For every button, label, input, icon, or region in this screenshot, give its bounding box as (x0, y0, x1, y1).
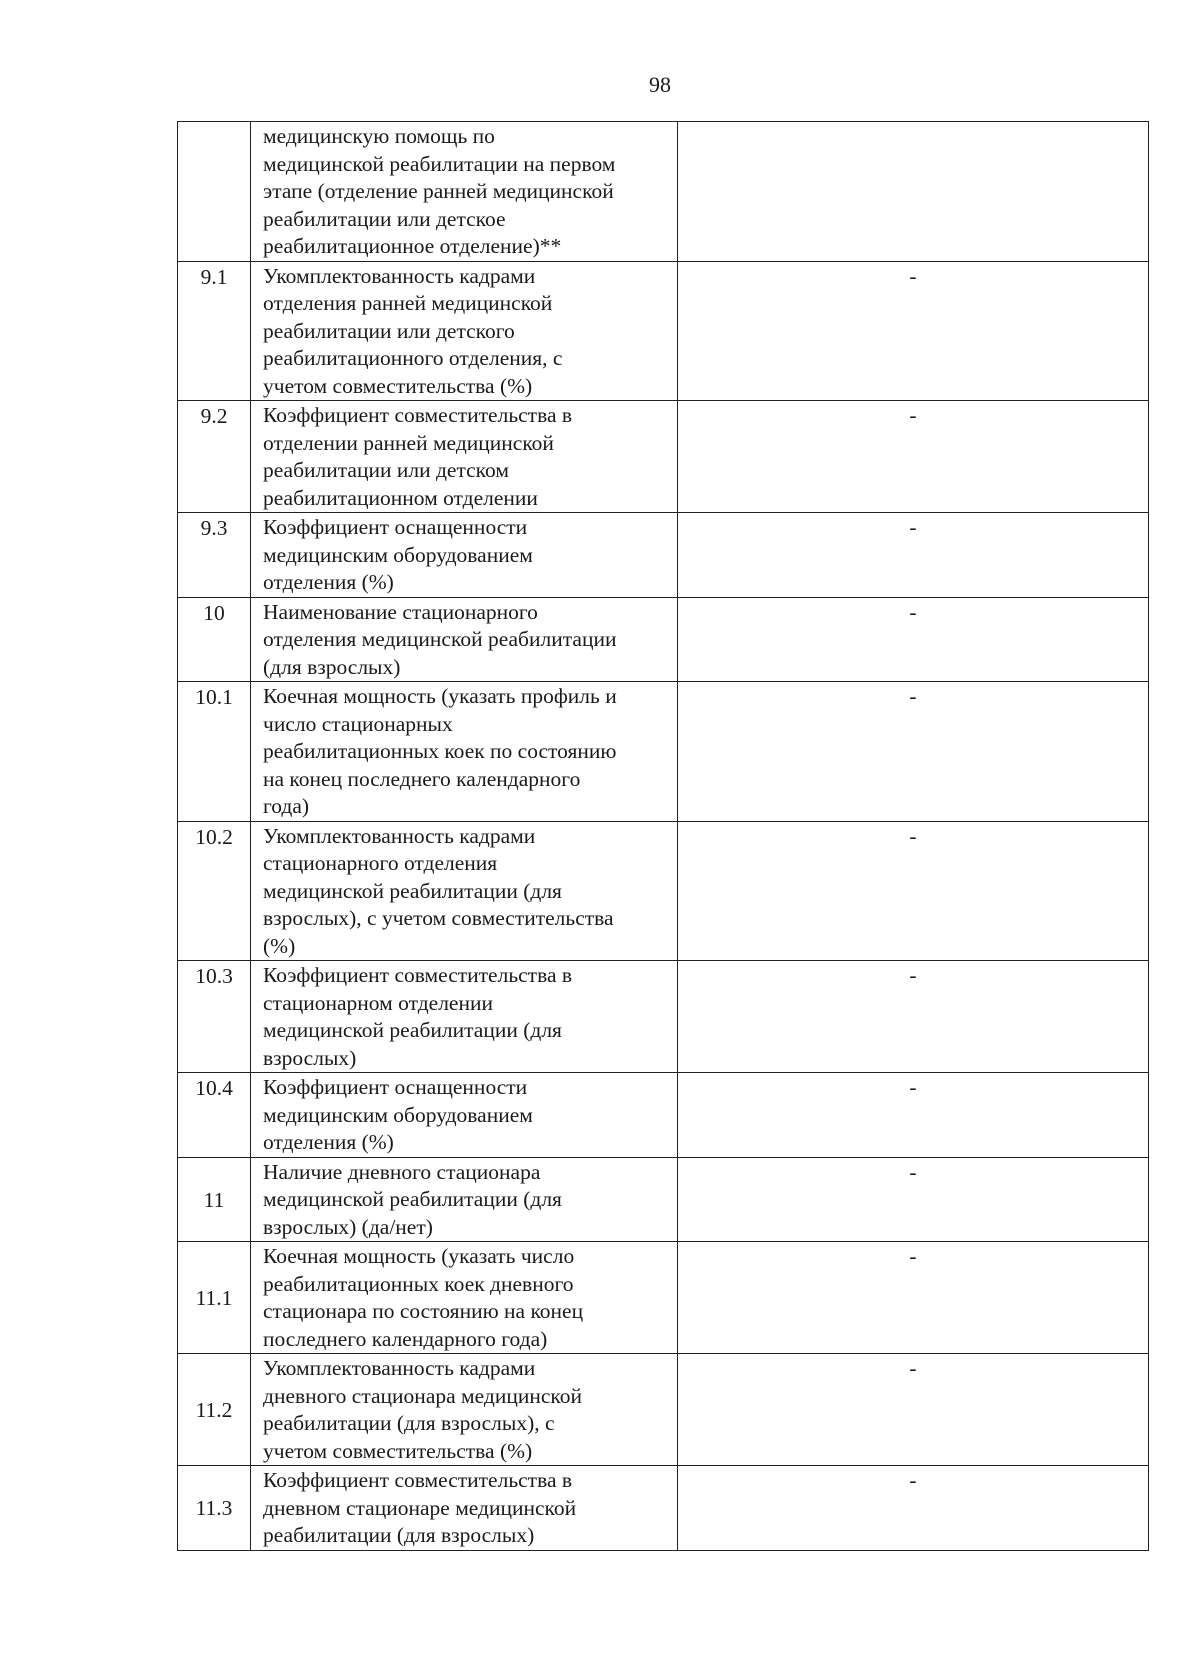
row-description: Наличие дневного стационара медицинской реабилитации (для взрослых) (да/нет) (251, 1157, 678, 1242)
row-description: Коечная мощность (указать профиль и число стационарных реабилитационных коек по состоянию на конец последнего календарного года) (251, 682, 678, 822)
row-description: Коэффициент оснащенности медицинским оборудованием отделения (%) (251, 513, 678, 598)
row-value: - (678, 1242, 1149, 1354)
table-row (178, 1073, 1149, 1158)
table-row (178, 1354, 1149, 1466)
row-description: Коэффициент оснащенности медицинским оборудованием отделения (%) (251, 1073, 678, 1158)
row-number: 11.3 (178, 1466, 251, 1551)
row-number: 10.3 (178, 961, 251, 1073)
row-description: Коэффициент совместительства в дневном стационаре медицинской реабилитации (для взрослых) (251, 1466, 678, 1551)
row-description: медицинскую помощь по медицинской реабилитации на первом этапе (отделение ранней медицинской реабилитации или детское реабилитационное отделение)** (251, 122, 678, 262)
row-description: Укомплектованность кадрами отделения ранней медицинской реабилитации или детского реабилитационного отделения, с учетом совместительства (%) (251, 261, 678, 401)
table-row (178, 1466, 1149, 1551)
row-number: 10.1 (178, 682, 251, 822)
row-number: 11.2 (178, 1354, 251, 1466)
row-number: 9.1 (178, 261, 251, 401)
row-value: - (678, 597, 1149, 682)
row-number: 9.2 (178, 401, 251, 513)
row-value: - (678, 1157, 1149, 1242)
table-row (178, 513, 1149, 598)
row-description: Укомплектованность кадрами дневного стационара медицинской реабилитации (для взрослых), с учетом совместительства (%) (251, 1354, 678, 1466)
table-row (178, 821, 1149, 961)
row-number (178, 122, 251, 262)
row-value: - (678, 401, 1149, 513)
table-row (178, 1157, 1149, 1242)
row-number: 11 (178, 1157, 251, 1242)
row-value: - (678, 961, 1149, 1073)
indicator-table (177, 121, 1149, 1551)
row-description: Наименование стационарного отделения медицинской реабилитации (для взрослых) (251, 597, 678, 682)
row-value: - (678, 261, 1149, 401)
row-value (678, 122, 1149, 262)
table-row (178, 597, 1149, 682)
row-value: - (678, 821, 1149, 961)
row-value: - (678, 1354, 1149, 1466)
table-row (178, 401, 1149, 513)
table-row (178, 1242, 1149, 1354)
row-value: - (678, 1073, 1149, 1158)
row-description: Коэффициент совместительства в отделении ранней медицинской реабилитации или детском реабилитационном отделении (251, 401, 678, 513)
row-description: Коечная мощность (указать число реабилитационных коек дневного стационара по состоянию на конец последнего календарного года) (251, 1242, 678, 1354)
table-row (178, 261, 1149, 401)
table-row (178, 122, 1149, 262)
page-number: 98 (649, 72, 671, 97)
table-row (178, 682, 1149, 822)
row-number: 9.3 (178, 513, 251, 598)
row-number: 10.4 (178, 1073, 251, 1158)
row-value: - (678, 682, 1149, 822)
row-value: - (678, 1466, 1149, 1551)
table-row (178, 961, 1149, 1073)
row-description: Укомплектованность кадрами стационарного отделения медицинской реабилитации (для взрослых), с учетом совместительства (%) (251, 821, 678, 961)
row-description: Коэффициент совместительства в стационарном отделении медицинской реабилитации (для взрослых) (251, 961, 678, 1073)
row-value: - (678, 513, 1149, 598)
row-number: 10.2 (178, 821, 251, 961)
row-number: 10 (178, 597, 251, 682)
row-number: 11.1 (178, 1242, 251, 1354)
